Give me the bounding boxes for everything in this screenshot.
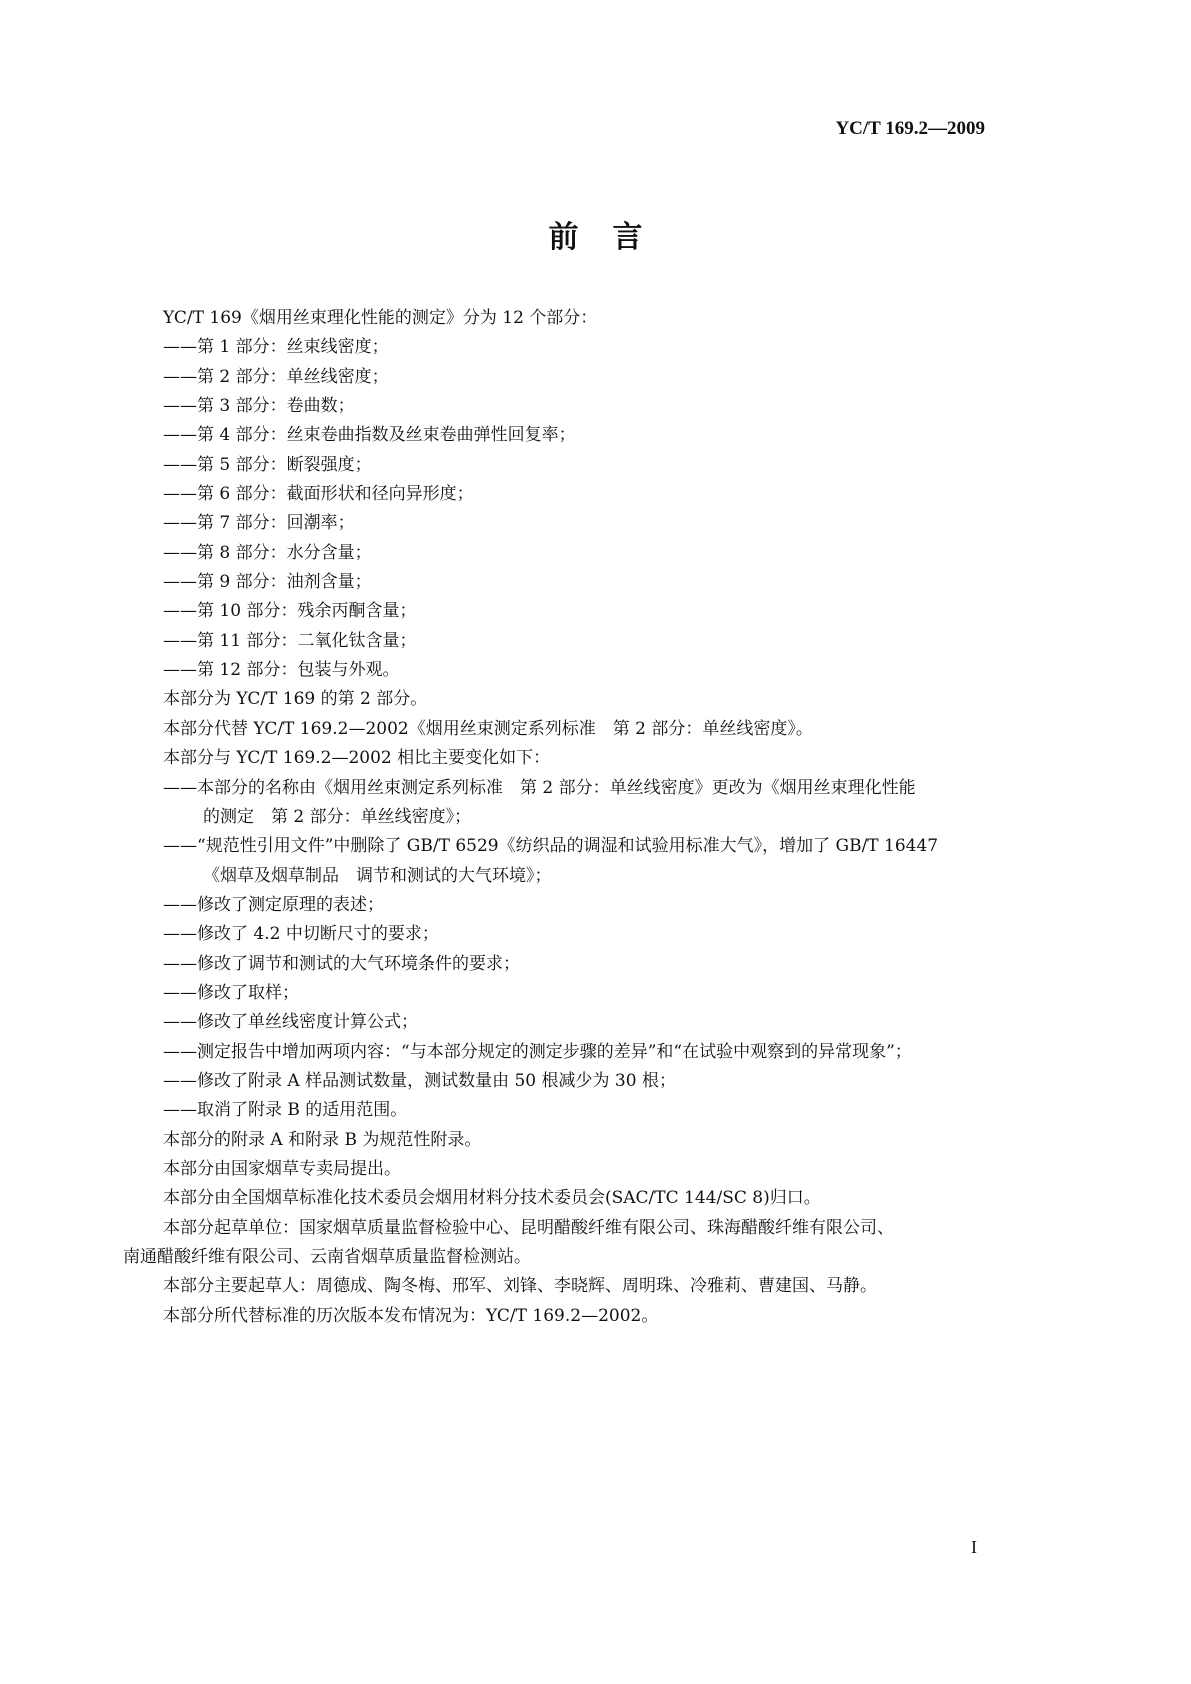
paragraph-line: ——第 7 部分：回潮率；	[163, 513, 355, 534]
paragraph-line: ——第 6 部分：截面形状和径向异形度；	[163, 484, 474, 505]
paragraph-line: ——第 12 部分：包装与外观。	[163, 660, 400, 681]
paragraph-line: ——本部分的名称由《烟用丝束测定系列标准 第 2 部分：单丝线密度》更改为《烟用丝束理化性能	[163, 777, 916, 798]
paragraph-line: 本部分由国家烟草专卖局提出。	[163, 1158, 401, 1179]
paragraph-line: ——第 3 部分：卷曲数；	[163, 396, 355, 417]
paragraph-line: 本部分所代替标准的历次版本发布情况为：YC/T 169.2—2002。	[163, 1305, 659, 1326]
foreword-body	[123, 304, 1063, 1331]
paragraph-line: 本部分由全国烟草标准化技术委员会烟用材料分技术委员会(SAC/TC 144/SC 8)归口。	[163, 1188, 821, 1209]
paragraph-line: ——修改了附录 A 样品测试数量，测试数量由 50 根减少为 30 根；	[163, 1070, 676, 1091]
paragraph-line: 本部分的附录 A 和附录 B 为规范性附录。	[163, 1129, 482, 1150]
paragraph-continuation: 南通醋酸纤维有限公司、云南省烟草质量监督检测站。	[123, 1247, 531, 1267]
paragraph-line: 本部分起草单位：国家烟草质量监督检验中心、昆明醋酸纤维有限公司、珠海醋酸纤维有限公司、	[163, 1217, 894, 1238]
paragraph-line: ——第 1 部分：丝束线密度；	[163, 337, 389, 358]
paragraph-line: ——第 11 部分：二氧化钛含量；	[163, 630, 417, 651]
paragraph-line: ——第 9 部分：油剂含量；	[163, 572, 372, 593]
standard-number: YC/T 169.2—2009	[835, 118, 985, 139]
paragraph-line: ——修改了调节和测试的大气环境条件的要求；	[163, 953, 520, 974]
paragraph-line: ——修改了 4.2 中切断尺寸的要求；	[163, 924, 439, 945]
paragraph-continuation: 《烟草及烟草制品 调节和测试的大气环境》；	[203, 865, 552, 886]
paragraph-continuation: 的测定 第 2 部分：单丝线密度》；	[203, 806, 472, 827]
paragraph-line: 本部分与 YC/T 169.2—2002 相比主要变化如下：	[163, 748, 551, 769]
paragraph-line: ——第 10 部分：残余丙酮含量；	[163, 601, 417, 622]
paragraph-line: 本部分主要起草人：周德成、陶冬梅、邢军、刘锋、李晓辉、周明珠、冷雅莉、曹建国、马静。	[163, 1276, 877, 1297]
paragraph-line: 本部分代替 YC/T 169.2—2002《烟用丝束测定系列标准 第 2 部分：单丝线密度》。	[163, 718, 813, 739]
paragraph-line: ——第 5 部分：断裂强度；	[163, 454, 372, 475]
page-title: 前言	[548, 220, 677, 255]
paragraph-line: ——第 8 部分：水分含量；	[163, 542, 372, 563]
paragraph-line: ——“规范性引用文件”中删除了 GB/T 6529《纺织品的调湿和试验用标准大气》，增加了 GB/T 16447	[163, 836, 939, 857]
paragraph-line: ——修改了单丝线密度计算公式；	[163, 1012, 418, 1033]
page-number: I	[971, 1537, 977, 1557]
paragraph-line: ——测定报告中增加两项内容：“与本部分规定的测定步骤的差异”和“在试验中观察到的异常现象”；	[163, 1041, 912, 1062]
paragraph-line: ——取消了附录 B 的适用范围。	[163, 1100, 408, 1121]
paragraph-line: ——第 4 部分：丝束卷曲指数及丝束卷曲弹性回复率；	[163, 425, 576, 446]
paragraph-line: ——第 2 部分：单丝线密度；	[163, 366, 389, 387]
paragraph-line: 本部分为 YC/T 169 的第 2 部分。	[163, 689, 428, 710]
paragraph-line: ——修改了测定原理的表述；	[163, 894, 384, 915]
paragraph-line: YC/T 169《烟用丝束理化性能的测定》分为 12 个部分：	[163, 308, 598, 328]
paragraph-line: ——修改了取样；	[163, 982, 299, 1003]
